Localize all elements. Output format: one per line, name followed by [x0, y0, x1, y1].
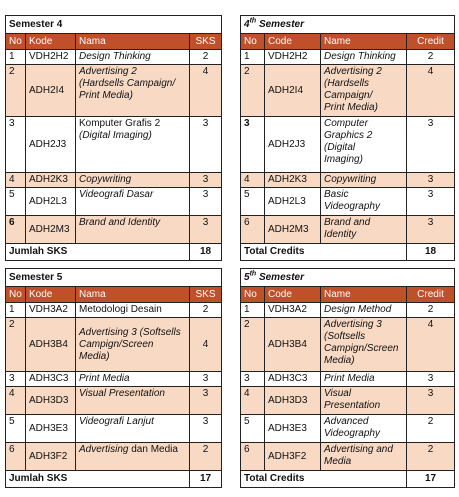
row-nama: Copywriting	[76, 173, 190, 188]
row-credit: 3	[407, 173, 455, 188]
row-sks: 3	[190, 117, 222, 173]
row-sks: 2	[190, 50, 222, 65]
row-name: Advertising 3 (Softsells Campign/Screen Media)	[321, 318, 407, 372]
header-name: Name	[321, 34, 407, 50]
row-kode: ADH3B4	[26, 318, 76, 372]
header-nama: Nama	[76, 287, 190, 303]
footer-total: 17	[190, 471, 222, 488]
header-no: No	[241, 287, 265, 303]
row-credit: 4	[407, 318, 455, 372]
table-row	[241, 50, 455, 65]
row-code: ADH2L3	[265, 188, 321, 216]
row-name: Brand and Identity	[321, 216, 407, 244]
row-no: 4	[6, 173, 26, 188]
row-no: 1	[241, 50, 265, 65]
table-row	[6, 303, 222, 318]
row-sks: 2	[190, 303, 222, 318]
table-row	[241, 318, 455, 372]
row-name: Design Thinking	[321, 50, 407, 65]
semester5-en-table	[240, 268, 455, 488]
row-kode: VDH3A2	[26, 303, 76, 318]
table-row	[6, 173, 222, 188]
table-row	[241, 372, 455, 387]
row-code: VDH3A2	[265, 303, 321, 318]
row-nama: Komputer Grafis 2 (Digital Imaging)	[76, 117, 190, 173]
table-title: 5th Semester	[241, 269, 455, 287]
row-kode: ADH2M3	[26, 216, 76, 244]
row-name: Advanced Videography	[321, 415, 407, 443]
semester5-id-table	[5, 268, 222, 488]
header-no: No	[6, 34, 26, 50]
header-no: No	[6, 287, 26, 303]
row-no: 6	[241, 443, 265, 471]
row-kode: VDH2H2	[26, 50, 76, 65]
row-name: Design Method	[321, 303, 407, 318]
row-sks: 3	[190, 372, 222, 387]
header-code: Code	[265, 34, 321, 50]
row-sks: 3	[190, 188, 222, 216]
table-row	[6, 372, 222, 387]
row-nama: Advertising 2 (Hardsells Campaign/ Print Media)	[76, 65, 190, 117]
row-sks: 3	[190, 216, 222, 244]
row-sks: 4	[190, 65, 222, 117]
table-title: 4th Semester	[241, 16, 455, 34]
table-footer	[6, 244, 222, 261]
row-kode: ADH3E3	[26, 415, 76, 443]
row-code: ADH3D3	[265, 387, 321, 415]
row-no: 4	[241, 173, 265, 188]
row-no: 1	[6, 303, 26, 318]
table-row	[241, 117, 455, 173]
table-row	[241, 303, 455, 318]
row-no: 1	[241, 303, 265, 318]
footer-label: Jumlah SKS	[6, 244, 190, 261]
row-name: Visual Presentation	[321, 387, 407, 415]
row-no: 5	[6, 415, 26, 443]
table-row	[241, 173, 455, 188]
header-code: Code	[265, 287, 321, 303]
row-name: Basic Videography	[321, 188, 407, 216]
row-sks: 3	[190, 173, 222, 188]
row-nama: Videografi Dasar	[76, 188, 190, 216]
row-no: 6	[6, 443, 26, 471]
table-row	[6, 216, 222, 244]
row-nama: Advertising dan Media	[76, 443, 190, 471]
row-no: 3	[6, 117, 26, 173]
header-kode: Kode	[26, 34, 76, 50]
header-name: Name	[321, 287, 407, 303]
row-kode: ADH2L3	[26, 188, 76, 216]
table-row	[241, 415, 455, 443]
header-credit: Credit	[407, 287, 455, 303]
row-code: ADH3C3	[265, 372, 321, 387]
table-footer	[241, 471, 455, 488]
footer-label: Jumlah SKS	[6, 471, 190, 488]
row-no: 6	[6, 216, 26, 244]
row-kode: ADH2I4	[26, 65, 76, 117]
row-name: Advertising and Media	[321, 443, 407, 471]
row-kode: ADH3D3	[26, 387, 76, 415]
row-credit: 3	[407, 117, 455, 173]
row-code: ADH2M3	[265, 216, 321, 244]
header-no: No	[241, 34, 265, 50]
row-nama: Visual Presentation	[76, 387, 190, 415]
row-name: Advertising 2 (Hardsells Campaign/ Print Media)	[321, 65, 407, 117]
row-code: ADH2I4	[265, 65, 321, 117]
header-sks: SKS	[190, 34, 222, 50]
row-name: Copywriting	[321, 173, 407, 188]
row-sks: 4	[190, 318, 222, 372]
table-row	[6, 117, 222, 173]
row-credit: 2	[407, 303, 455, 318]
table-row	[241, 65, 455, 117]
table-title: Semester 4	[6, 16, 222, 34]
footer-total: 18	[407, 244, 455, 261]
table-row	[6, 65, 222, 117]
row-nama: Videografi Lanjut	[76, 415, 190, 443]
row-nama: Design Thinking	[76, 50, 190, 65]
row-credit: 3	[407, 216, 455, 244]
row-no: 2	[6, 318, 26, 372]
header-kode: Kode	[26, 287, 76, 303]
row-credit: 3	[407, 372, 455, 387]
table-row	[241, 188, 455, 216]
row-no: 5	[241, 415, 265, 443]
footer-total: 18	[190, 244, 222, 261]
row-nama: Advertising 3 (Softsells Campign/Screen Media)	[76, 318, 190, 372]
footer-total: 17	[407, 471, 455, 488]
row-code: VDH2H2	[265, 50, 321, 65]
table-row	[6, 318, 222, 372]
row-kode: ADH2J3	[26, 117, 76, 173]
table-footer	[241, 244, 455, 261]
table-row	[6, 387, 222, 415]
row-kode: ADH3C3	[26, 372, 76, 387]
row-no: 2	[6, 65, 26, 117]
footer-label: Total Credits	[241, 471, 407, 488]
table-row	[6, 443, 222, 471]
row-credit: 3	[407, 188, 455, 216]
header-credit: Credit	[407, 34, 455, 50]
row-nama: Brand and Identity	[76, 216, 190, 244]
table-footer	[6, 471, 222, 488]
row-sks: 3	[190, 415, 222, 443]
table-row	[241, 387, 455, 415]
row-sks: 2	[190, 443, 222, 471]
semester4-id-table	[5, 15, 222, 261]
row-credit: 4	[407, 65, 455, 117]
row-no: 5	[6, 188, 26, 216]
table-row	[6, 188, 222, 216]
row-no: 6	[241, 216, 265, 244]
row-credit: 2	[407, 443, 455, 471]
row-code: ADH3F2	[265, 443, 321, 471]
table-row	[6, 50, 222, 65]
row-credit: 2	[407, 50, 455, 65]
row-no: 5	[241, 188, 265, 216]
row-no: 4	[6, 387, 26, 415]
table-row	[6, 415, 222, 443]
row-no: 4	[241, 387, 265, 415]
row-no: 2	[241, 318, 265, 372]
row-no: 1	[6, 50, 26, 65]
row-code: ADH3E3	[265, 415, 321, 443]
row-no: 2	[241, 65, 265, 117]
table-row	[241, 443, 455, 471]
table-row	[241, 216, 455, 244]
semester4-en-table	[240, 15, 455, 261]
row-code: ADH3B4	[265, 318, 321, 372]
footer-label: Total Credits	[241, 244, 407, 261]
header-nama: Nama	[76, 34, 190, 50]
row-no: 3	[6, 372, 26, 387]
row-credit: 2	[407, 415, 455, 443]
row-name: Computer Graphics 2 (Digital Imaging)	[321, 117, 407, 173]
row-no: 3	[241, 372, 265, 387]
row-name: Print Media	[321, 372, 407, 387]
row-no: 3	[241, 117, 265, 173]
row-nama: Metodologi Desain	[76, 303, 190, 318]
row-code: ADH2J3	[265, 117, 321, 173]
row-sks: 3	[190, 387, 222, 415]
row-kode: ADH2K3	[26, 173, 76, 188]
row-credit: 3	[407, 387, 455, 415]
header-sks: SKS	[190, 287, 222, 303]
row-kode: ADH3F2	[26, 443, 76, 471]
table-title: Semester 5	[6, 269, 222, 287]
row-nama: Print Media	[76, 372, 190, 387]
row-code: ADH2K3	[265, 173, 321, 188]
